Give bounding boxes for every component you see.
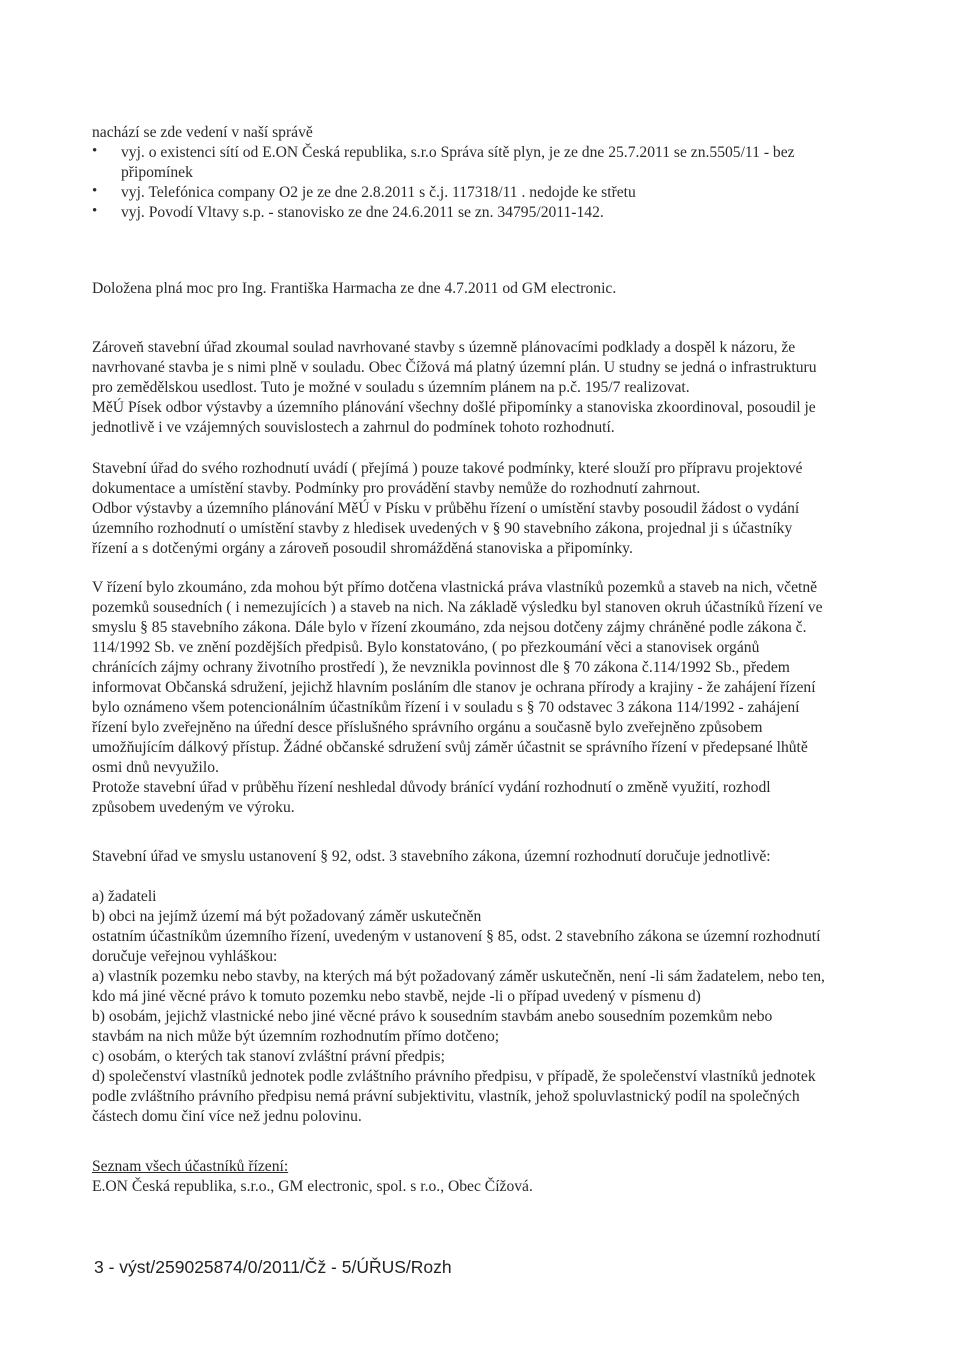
p1-line-4: MěÚ Písek odbor výstavby a územního plánování všechny došlé připomínky a stanoviska zkoordinoval, posoudil je [92, 399, 816, 416]
p3-line-7: bylo oznámeno všem potencionálním účastníkům řízení i v souladu s § 70 odstavec 3 zákona 114/1992 - zahájení [92, 699, 800, 716]
document-reference-footer: 3 - výst/259025874/0/2011/Čž - 5/ÚŘUS/Rozh [94, 1257, 452, 1277]
p5-line-2: b) obci na jejímž území má být požadovaný záměr uskutečněn [92, 908, 482, 925]
power-of-attorney-line: Doložena plná moc pro Ing. Františka Harmacha ze dne 4.7.2011 od GM electronic. [92, 280, 617, 297]
bullet-1-line-2: připomínek [121, 164, 193, 181]
bullet-2: vyj. Telefónica company O2 je ze dne 2.8.2011 s č.j. 117318/11 . nedojde ke střetu [121, 184, 636, 201]
intro-line: nachází se zde vedení v naší správě [92, 124, 313, 141]
p3-line-2: pozemků sousedních ( i nemezujících ) a staveb na nich. Na základě výsledku byl stanoven okruh účastníků řízení ve [92, 599, 823, 616]
p5-line-8: stavbám na nich může být územním rozhodnutím přímo dotčeno; [92, 1028, 500, 1045]
p3-line-5: chránících zájmy ochrany životního prostředí ), že nevznikla povinnost dle § 70 zákona č.114/1992 Sb., předem [92, 659, 790, 676]
p5-line-6: kdo má jiné věcné právo k tomuto pozemku nebo stavbě, nejde -li o případ uvedený v písmenu d) [92, 988, 701, 1005]
p5-line-5: a) vlastník pozemku nebo stavby, na kterých má být požadovaný záměr uskutečněn, není -li sám žadatelem, nebo ten, [92, 968, 825, 985]
bullet-icon: • [92, 203, 98, 219]
p3-line-1: V řízení bylo zkoumáno, zda mohou být přímo dotčena vlastnická práva vlastníků pozemků a staveb na nich, včetně [92, 579, 818, 596]
p3-line-3: smyslu § 85 stavebního zákona. Dále bylo v řízení zkoumáno, zda nejsou dotčeny zájmy chráněné podle zákona č. [92, 619, 807, 636]
p3-line-8: řízení bylo zveřejněno na úřední desce příslušného správního orgánu a současně bylo zveřejněno způsobem [92, 719, 763, 736]
bullet-icon: • [92, 183, 98, 199]
p2-line-1: Stavební úřad do svého rozhodnutí uvádí ( přejímá ) pouze takové podmínky, které slouží pro přípravu projektové [92, 460, 803, 477]
p3-line-4: 114/1992 Sb. ve znění pozdějších předpisů. Bylo konstatováno, ( po přezkoumání věci a stanovisek orgánů [92, 639, 760, 656]
p2-line-5: řízení a s dotčenými orgány a zároveň posoudil shromážděná stanoviska a připomínky. [92, 540, 633, 557]
p2-line-4: územního rozhodnutí o umístění stavby z hledisek uvedených v § 90 stavebního zákona, projednal ji s účastníky [92, 520, 793, 537]
p3-line-6: informovat Občanská sdružení, jejichž hlavním posláním dle stanov je ochrana přírody a krajiny - že zahájení řízení [92, 679, 816, 696]
bullet-1-line-1: vyj. o existenci sítí od E.ON Česká republika, s.r.o Správa sítě plyn, je ze dne 25.7.2011 se zn.5505/11 - bez [121, 144, 795, 161]
p2-line-2: dokumentace a umístění stavby. Podmínky pro provádění stavby nemůže do rozhodnutí zahrnout. [92, 480, 701, 497]
p5-line-1: a) žadateli [92, 888, 157, 905]
p5-line-12: částech domu činí více než jednu polovinu. [92, 1108, 362, 1125]
p1-line-3: pro zemědělskou usedlost. Tuto je možné v souladu s územním plánem na p.č. 195/7 realizovat. [92, 379, 690, 396]
p1-line-2: navrhované stavba je s nimi plně v souladu. Obec Čížová má platný územní plán. U studny se jedná o infrastrukturu [92, 359, 817, 376]
participants-list: E.ON Česká republika, s.r.o., GM electronic, spol. s r.o., Obec Čížová. [92, 1178, 533, 1195]
p5-line-7: b) osobám, jejichž vlastnické nebo jiné věcné právo k sousedním stavbám anebo sousedním pozemkům nebo [92, 1008, 773, 1025]
p5-line-3: ostatním účastníkům územního řízení, uvedeným v ustanovení § 85, odst. 2 stavebního zákona se územní rozhodnutí [92, 928, 821, 945]
p3-line-9: umožňujícím dálkový přístup. Žádné občanské sdružení svůj záměr účastnit se správního řízení v předepsané lhůtě [92, 739, 808, 756]
p3-line-10: osmi dnů nevyužilo. [92, 759, 219, 776]
p5-line-4: doručuje veřejnou vyhláškou: [92, 948, 278, 965]
p1-line-1: Zároveň stavební úřad zkoumal soulad navrhované stavby s územně plánovacími podklady a dospěl k názoru, že [92, 339, 796, 356]
p5-line-11: podle zvláštního právního předpisu nemá právní subjektivitu, vlastník, jehož spoluvlastnický podíl na společných [92, 1088, 800, 1105]
p3-line-12: způsobem uvedeným ve výroku. [92, 799, 295, 816]
p2-line-3: Odbor výstavby a územního plánování MěÚ v Písku v průběhu řízení o umístění stavby posoudil žádost o vydání [92, 500, 800, 517]
p5-line-10: d) společenství vlastníků jednotek podle zvláštního právního předpisu, v případě, že společenství vlastníků jednotek [92, 1068, 816, 1085]
p5-line-9: c) osobám, o kterých tak stanoví zvláštní právní předpis; [92, 1048, 445, 1065]
p3-line-11: Protože stavební úřad v průběhu řízení neshledal důvody bránící vydání rozhodnutí o změně využití, rozhodl [92, 779, 771, 796]
bullet-3: vyj. Povodí Vltavy s.p. - stanovisko ze dne 24.6.2011 se zn. 34795/2011-142. [121, 204, 604, 221]
p4-line: Stavební úřad ve smyslu ustanovení § 92, odst. 3 stavebního zákona, územní rozhodnutí doručuje jednotlivě: [92, 848, 771, 865]
participants-title: Seznam všech účastníků řízení: [92, 1158, 289, 1175]
bullet-icon: • [92, 143, 98, 159]
p1-line-5: jednotlivě i ve vzájemných souvislostech a zahrnul do podmínek tohoto rozhodnutí. [92, 419, 615, 436]
